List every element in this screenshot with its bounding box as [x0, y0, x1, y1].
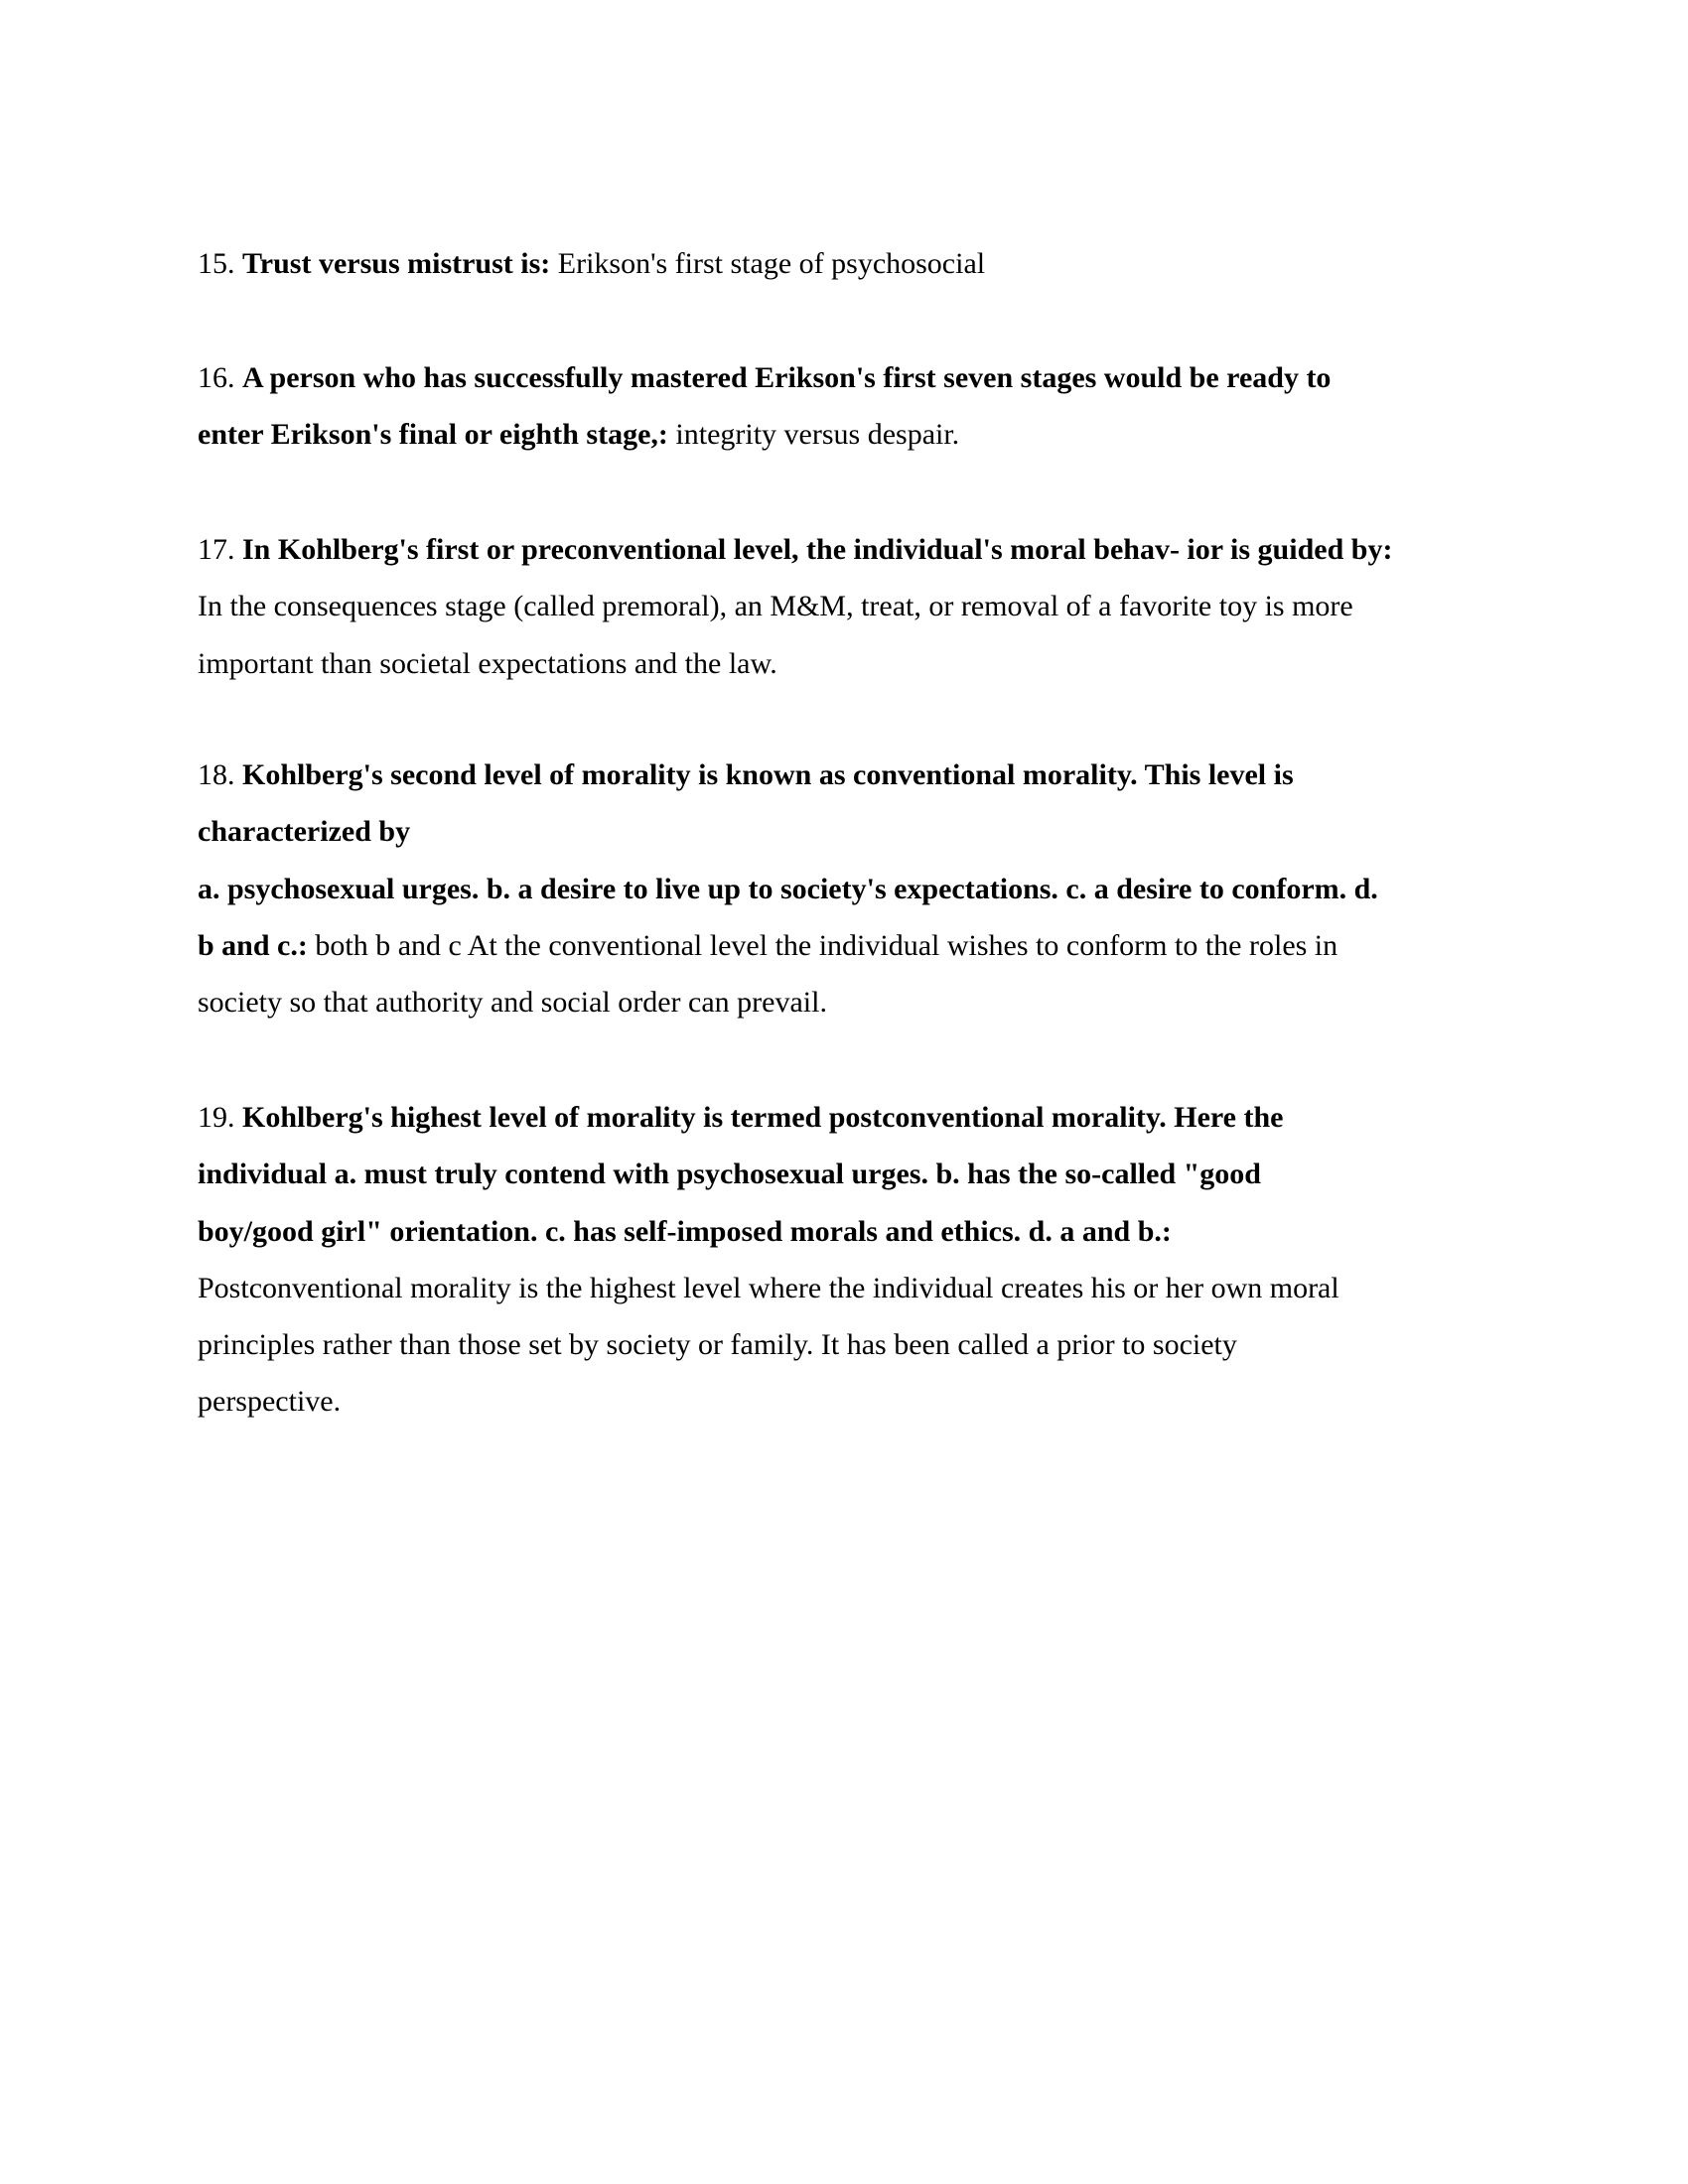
question-text: individual a. must truly contend with psychosexual urges. b. has the so-called "good — [198, 1158, 1261, 1191]
answer-text: both b and c At the conventional level the individual wishes to conform to the roles in — [307, 928, 1338, 962]
text-line — [198, 349, 1508, 406]
question-19 — [198, 1089, 1508, 1431]
answer-text: perspective. — [198, 1385, 342, 1419]
text-line — [198, 1316, 1508, 1373]
question-17 — [198, 521, 1508, 692]
text-line — [198, 917, 1508, 974]
question-number: 19. — [198, 1101, 235, 1134]
text-line — [198, 235, 1508, 292]
text-line — [198, 974, 1508, 1030]
text-line — [198, 1373, 1508, 1430]
question-text: Trust versus mistrust is: — [242, 247, 551, 280]
question-text: Kohlberg's second level of morality is known as conventional morality. This level is — [242, 758, 1294, 791]
text-line — [198, 578, 1508, 634]
question-15 — [198, 235, 1508, 292]
answer-text: principles rather than those set by society or family. It has been called a prior to society — [198, 1328, 1237, 1362]
answer-text: integrity versus despair. — [667, 418, 960, 452]
text-line — [198, 1260, 1508, 1316]
question-text: characterized by — [198, 815, 411, 849]
text-line — [198, 1203, 1508, 1260]
text-line — [198, 1146, 1508, 1202]
question-text: Kohlberg's highest level of morality is termed postconventional morality. Here the — [242, 1101, 1284, 1134]
question-number: 17. — [198, 533, 235, 566]
question-number: 18. — [198, 758, 235, 791]
question-text: boy/good girl" orientation. c. has self-imposed morals and ethics. d. a and b.: — [198, 1214, 1172, 1248]
text-line — [198, 635, 1508, 692]
question-text: A person who has successfully mastered Erikson's first seven stages would be ready to — [242, 361, 1332, 394]
text-line — [198, 747, 1508, 803]
text-line — [198, 1089, 1508, 1146]
text-line — [198, 861, 1508, 917]
text-line — [198, 521, 1508, 578]
question-text: a. psychosexual urges. b. a desire to live up to society's expectations. c. a desire to conform. d. — [198, 872, 1378, 905]
answer-text: Erikson's first stage of psychosocial — [550, 247, 986, 280]
text-line — [198, 803, 1508, 860]
question-16 — [198, 349, 1508, 464]
question-number: 15. — [198, 247, 235, 280]
question-18 — [198, 747, 1508, 1030]
answer-text: important than societal expectations and the law. — [198, 646, 777, 680]
question-text: In Kohlberg's first or preconventional level, the individual's moral behav- ior is guided by: — [242, 533, 1393, 566]
question-number: 16. — [198, 361, 235, 394]
question-text: b and c.: — [198, 928, 308, 962]
question-text: enter Erikson's final or eighth stage,: — [198, 418, 668, 452]
text-line — [198, 406, 1508, 463]
answer-text: society so that authority and social order can prevail. — [198, 986, 827, 1020]
answer-text: In the consequences stage (called premoral), an M&M, treat, or removal of a favorite toy is more — [198, 590, 1353, 623]
answer-text: Postconventional morality is the highest level where the individual creates his or her own moral — [198, 1271, 1339, 1304]
